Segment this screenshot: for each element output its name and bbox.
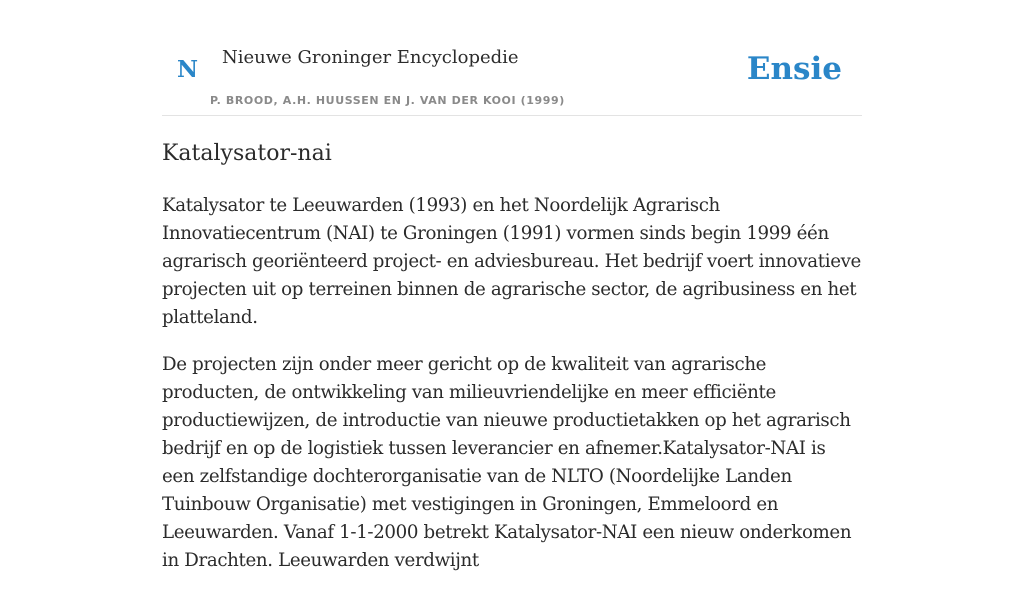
entry-paragraph-2: De projecten zijn onder meer gericht op de kwaliteit van agrarische producten, de ontwikkeling van milieuvriendelijke en meer efficiënte productiewijzen, de introductie van nieuwe productietakken op het agrarisch bedrijf en op de logistiek tussen leverancier en afnemer.Katalysator-NAI is een zelfstandige dochterorganisatie van de NLTO (Noordelijke Landen Tuinbouw Organisatie) met vestigingen in Groningen, Emmeloord en Leeuwarden. Vanaf 1-1-2000 betrekt Katalysator-NAI een nieuw onderkomen in Drachten. Leeuwarden verdwijnt (162, 354, 852, 571)
source-header (162, 0, 862, 116)
source-logo[interactable]: N (177, 56, 199, 83)
entry-title: Katalysator-nai (162, 141, 332, 166)
page (162, 0, 862, 571)
entry-paragraph-1: Katalysator te Leeuwarden (1993) en het Noordelijk Agrarisch Innovatiecentrum (NAI) te Groningen (1991) vormen sinds begin 1999 één agrarisch georiënteerd project- en adviesbureau. Het bedrijf voert innovatieve projecten uit op terreinen binnen de agrarische sector, de agribusiness en het platteland. (162, 195, 861, 328)
authors-line: P. BROOD, A.H. HUUSSEN EN J. VAN DER KOOI (1999) (210, 94, 565, 107)
ensie-brand-logo[interactable]: Ensie (746, 51, 842, 87)
entry-body (162, 192, 862, 594)
work-title-link[interactable]: Nieuwe Groninger Encyclopedie (222, 47, 519, 68)
